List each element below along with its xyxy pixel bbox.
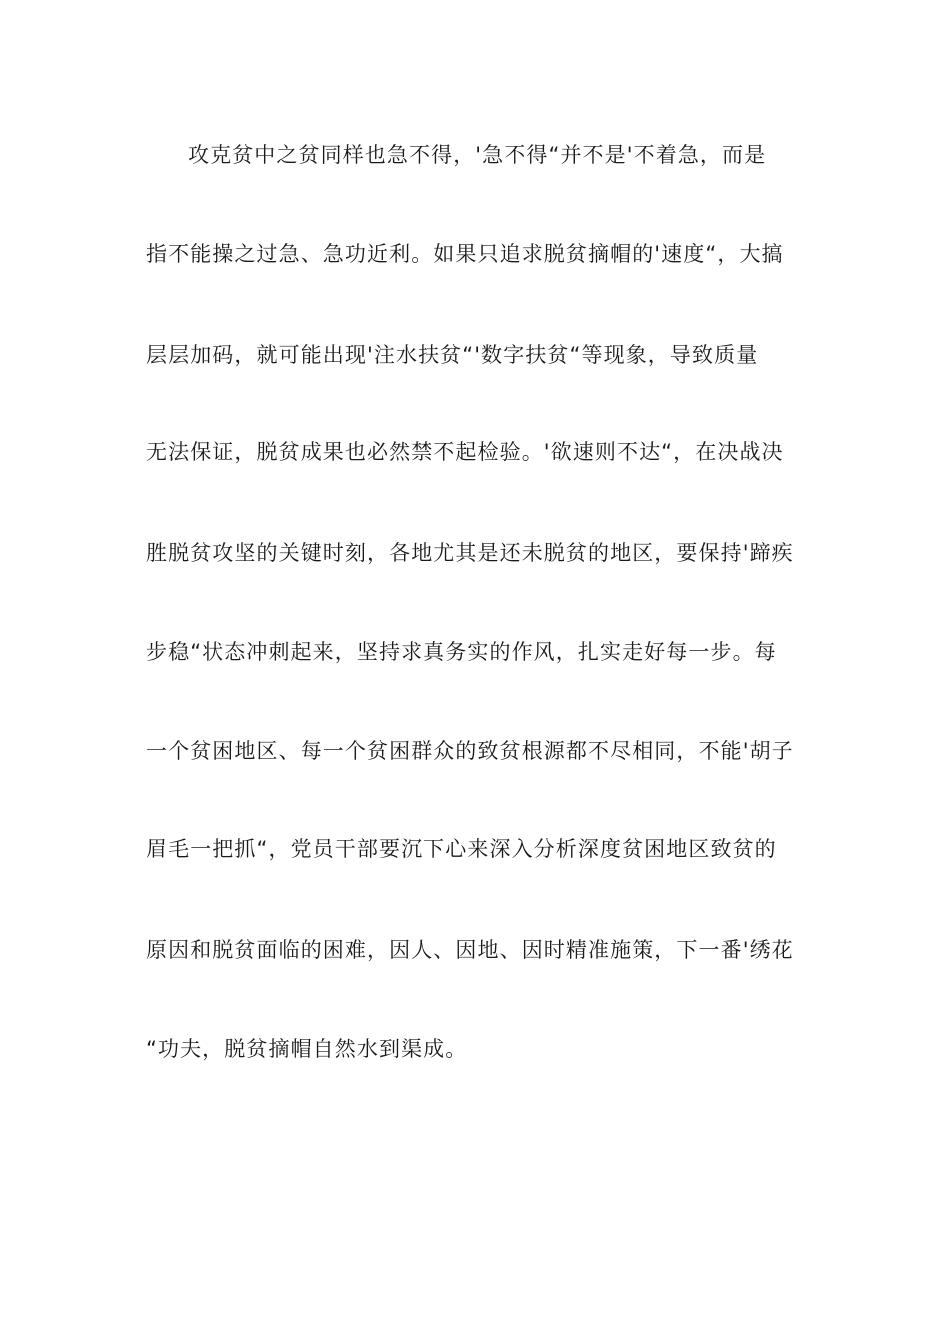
paragraph-line-6: 步稳“状态冲刺起来，坚持求真务实的作风，扎实走好每一步。每 (146, 640, 777, 664)
paragraph-line-2: 指不能操之过急、急功近利。如果只追求脱贫摘帽的'速度“，大搞 (146, 242, 784, 266)
paragraph-line-5: 胜脱贫攻坚的关键时刻，各地尤其是还未脱贫的地区，要保持'蹄疾 (146, 541, 794, 565)
paragraph-line-4: 无法保证，脱贫成果也必然禁不起检验。'欲速则不达“，在决战决 (146, 440, 784, 464)
paragraph-line-1: 攻克贫中之贫同样也急不得，'急不得“并不是'不着急，而是 (188, 143, 767, 167)
paragraph-line-10: “功夫，脱贫摘帽自然水到渠成。 (146, 1037, 468, 1061)
paragraph-line-3: 层层加码，就可能出现'注水扶贫“'数字扶贫“等现象，导致质量 (146, 343, 759, 367)
paragraph-line-9: 原因和脱贫面临的困难，因人、因地、因时精准施策，下一番'绣花 (146, 938, 794, 962)
paragraph-line-7: 一个贫困地区、每一个贫困群众的致贫根源都不尽相同，不能'胡子 (146, 739, 794, 763)
paragraph-line-8: 眉毛一把抓“，党员干部要沉下心来深入分析深度贫困地区致贫的 (146, 837, 777, 861)
